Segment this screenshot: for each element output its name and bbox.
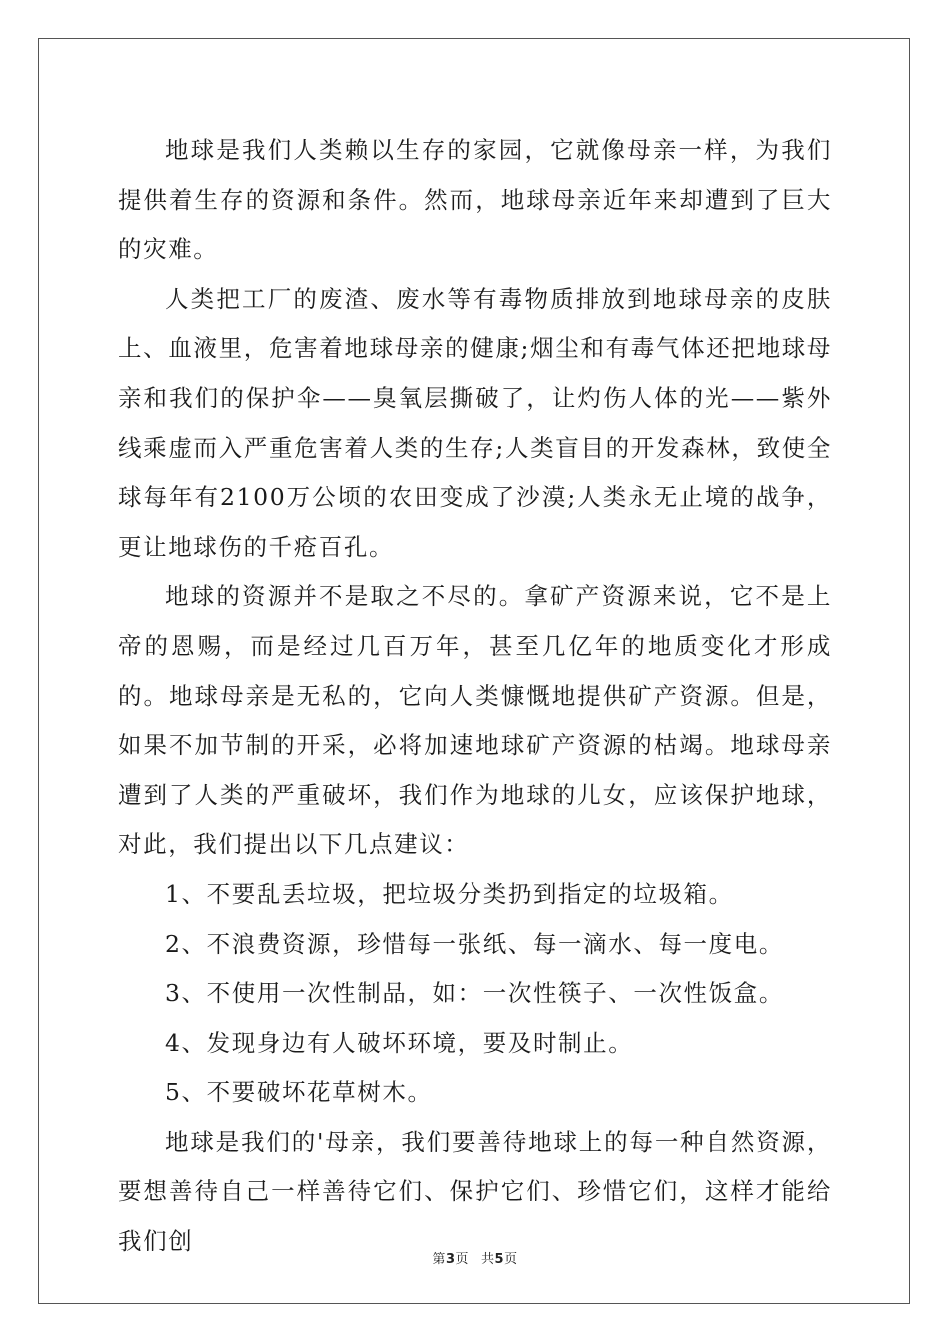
list-item: 1、不要乱丢垃圾，把垃圾分类扔到指定的垃圾箱。 xyxy=(165,879,734,908)
paragraph: 地球是我们的'母亲，我们要善待地球上的每一种自然资源，要想善待自己一样善待它们、保护它们、珍惜它们，这样才能给我们创 xyxy=(118,1127,832,1256)
total-prefix: 共 xyxy=(481,1252,495,1267)
current-page-number: 3 xyxy=(445,1252,456,1267)
list-item: 3、不使用一次性制品，如：一次性筷子、一次性饭盒。 xyxy=(165,979,784,1008)
page-suffix: 页 xyxy=(455,1252,469,1267)
paragraph: 人类把工厂的废渣、废水等有毒物质排放到地球母亲的皮肤上、血液里，危害着地球母亲的健康;烟尘和有毒气体还把地球母亲和我们的保护伞——臭氧层撕破了，让灼伤人体的光——紫外线乘虚而入严重危害着人类的生存;人类盲目的开发森林，致使全球每年有2100万公顷的农田变成了沙漠;人类永无止境的战争，更让地球伤的千疮百孔。 xyxy=(118,284,832,561)
list-item: 4、发现身边有人破坏环境，要及时制止。 xyxy=(165,1028,634,1057)
total-page-number: 5 xyxy=(494,1252,505,1267)
paragraph: 地球是我们人类赖以生存的家园，它就像母亲一样，为我们提供着生存的资源和条件。然而，地球母亲近年来却遭到了巨大的灾难。 xyxy=(118,136,832,264)
document-body xyxy=(118,126,832,1267)
list-item: 5、不要破坏花草树木。 xyxy=(165,1078,433,1107)
page-prefix: 第 xyxy=(432,1252,446,1267)
total-suffix: 页 xyxy=(504,1252,518,1267)
paragraph: 地球的资源并不是取之不尽的。拿矿产资源来说，它不是上帝的恩赐，而是经过几百万年，甚至几亿年的地质变化才形成的。地球母亲是无私的，它向人类慷慨地提供矿产资源。但是，如果不加节制的开采，必将加速地球矿产资源的枯竭。地球母亲遭到了人类的严重破坏，我们作为地球的儿女，应该保护地球，对此，我们提出以下几点建议： xyxy=(118,582,832,859)
page-footer xyxy=(0,1248,950,1267)
list-item: 2、不浪费资源，珍惜每一张纸、每一滴水、每一度电。 xyxy=(165,929,784,958)
